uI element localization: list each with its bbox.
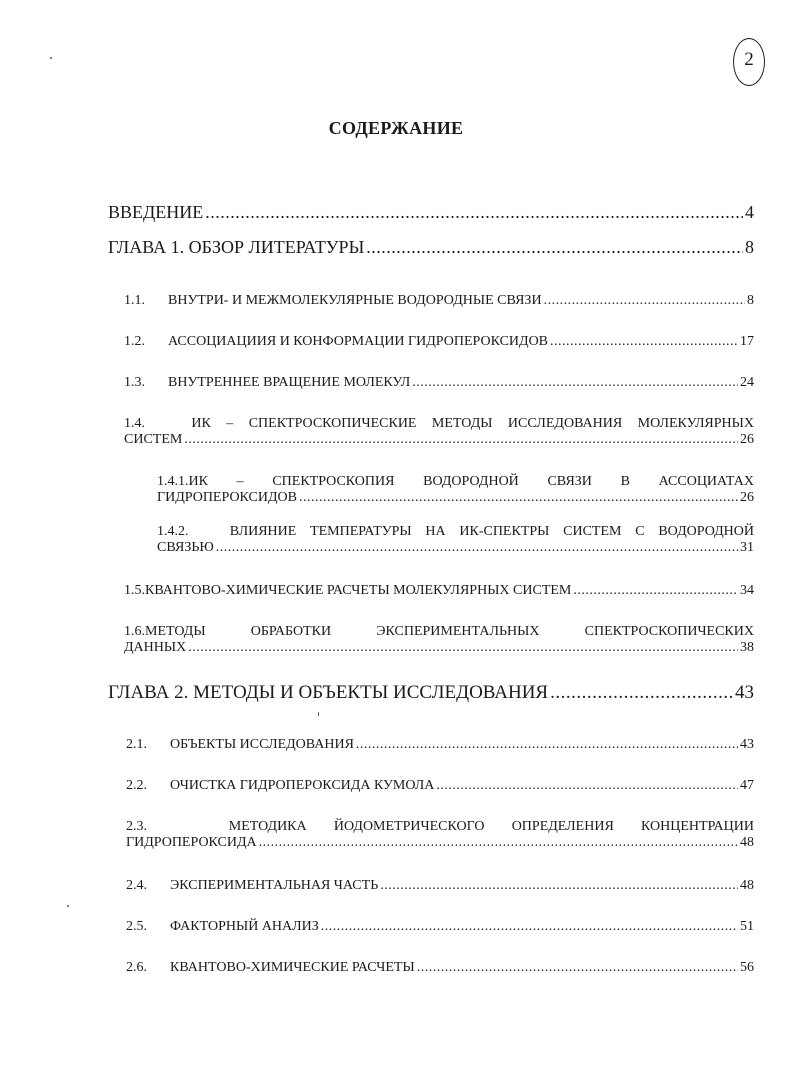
entry-page: 8: [745, 237, 754, 257]
entry-page: 38: [740, 640, 754, 655]
toc-entry-chapter-2[interactable]: [108, 682, 754, 704]
entry-title-continued: СВЯЗЬЮ: [157, 540, 214, 555]
dot-leader: [573, 583, 738, 599]
entry-number: 2.2.: [126, 778, 147, 793]
toc-entry-1-2[interactable]: [124, 334, 754, 350]
entry-title: ГЛАВА 2. МЕТОДЫ И ОБЪЕКТЫ ИССЛЕДОВАНИЯ: [108, 682, 549, 703]
entry-title: 1.6.МЕТОДЫ ОБРАБОТКИ ЭКСПЕРИМЕНТАЛЬНЫХ СПЕКТРОСКОПИЧЕСКИХ: [124, 624, 754, 639]
entry-page: 26: [740, 432, 754, 447]
toc-entry-1-3[interactable]: [124, 375, 754, 391]
entry-title: ОЧИСТКА ГИДРОПЕРОКСИДА КУМОЛА: [170, 778, 435, 793]
toc-entry-1-5[interactable]: [124, 583, 754, 599]
dot-leader: [184, 432, 738, 448]
dot-leader: [417, 960, 738, 976]
toc-entry-1-4-2[interactable]: [157, 524, 754, 556]
entry-number: 1.3.: [124, 375, 145, 390]
entry-number: 2.4.: [126, 878, 147, 893]
entry-title: 1.4.1.ИК – СПЕКТРОСКОПИЯ ВОДОРОДНОЙ СВЯЗИ В АССОЦИАТАХ: [157, 474, 754, 489]
entry-title: ВНУТРИ- И МЕЖМОЛЕКУЛЯРНЫЕ ВОДОРОДНЫЕ СВЯЗИ: [168, 293, 542, 308]
dot-leader: [544, 293, 745, 309]
entry-number: 2.6.: [126, 960, 147, 975]
entry-page: 47: [740, 778, 754, 793]
scan-speck: [50, 57, 52, 59]
toc-entry-1-4[interactable]: [124, 416, 754, 448]
entry-title: ФАКТОРНЫЙ АНАЛИЗ: [170, 919, 319, 934]
dot-leader: [380, 878, 738, 894]
dot-leader: [436, 778, 738, 794]
entry-title: ОБЪЕКТЫ ИССЛЕДОВАНИЯ: [170, 737, 354, 752]
entry-page: 24: [740, 375, 754, 390]
toc-entry-2-2[interactable]: [126, 778, 754, 794]
dot-leader: [299, 490, 738, 506]
entry-title-continued: ГИДРОПЕРОКСИДОВ: [157, 490, 297, 505]
toc-entry-1-6[interactable]: [124, 624, 754, 656]
entry-page: 48: [740, 878, 754, 893]
dot-leader: [356, 737, 738, 753]
scan-speck: [318, 712, 319, 716]
toc-entry-1-1[interactable]: [124, 293, 754, 309]
entry-title-continued: ДАННЫХ: [124, 640, 187, 655]
entry-page: 56: [740, 960, 754, 975]
entry-page: 43: [735, 682, 754, 703]
dot-leader: [412, 375, 738, 391]
toc-entry-intro[interactable]: [108, 202, 754, 223]
page-number: 2: [733, 38, 765, 86]
toc-entry-2-5[interactable]: [126, 919, 754, 935]
dot-leader: [550, 682, 733, 704]
entry-number: 2.5.: [126, 919, 147, 934]
dot-leader: [188, 640, 738, 656]
toc-entry-chapter-1[interactable]: [108, 237, 754, 258]
entry-page: 34: [740, 583, 754, 598]
entry-page: 8: [747, 293, 754, 308]
toc-entry-1-4-1[interactable]: [157, 474, 754, 506]
dot-leader: [216, 540, 738, 556]
entry-title: 2.3. МЕТОДИКА ЙОДОМЕТРИЧЕСКОГО ОПРЕДЕЛЕНИЯ КОНЦЕНТРАЦИИ: [126, 819, 754, 834]
entry-title-continued: ГИДРОПЕРОКСИДА: [126, 835, 257, 850]
entry-page: 48: [740, 835, 754, 850]
dot-leader: [366, 237, 743, 258]
page-title: СОДЕРЖАНИЕ: [328, 118, 464, 138]
entry-page: 31: [740, 540, 754, 555]
entry-page: 26: [740, 490, 754, 505]
scan-speck: [67, 905, 69, 907]
dot-leader: [550, 334, 738, 350]
entry-title: ВВЕДЕНИЕ: [108, 202, 204, 222]
entry-title: ГЛАВА 1. ОБЗОР ЛИТЕРАТУРЫ: [108, 237, 365, 257]
entry-number: 1.2.: [124, 334, 145, 349]
entry-title: КВАНТОВО-ХИМИЧЕСКИЕ РАСЧЕТЫ: [170, 960, 415, 975]
entry-number: 1.1.: [124, 293, 145, 308]
entry-page: 51: [740, 919, 754, 934]
entry-page: 43: [740, 737, 754, 752]
toc-entry-2-3[interactable]: [126, 819, 754, 851]
toc-entry-2-1[interactable]: [126, 737, 754, 753]
entry-title: ВНУТРЕННЕЕ ВРАЩЕНИЕ МОЛЕКУЛ: [168, 375, 411, 390]
entry-title: 1.4. ИК – СПЕКТРОСКОПИЧЕСКИЕ МЕТОДЫ ИССЛЕДОВАНИЯ МОЛЕКУЛЯРНЫХ: [124, 416, 754, 431]
entry-title: 1.5.КВАНТОВО-ХИМИЧЕСКИЕ РАСЧЕТЫ МОЛЕКУЛЯРНЫХ СИСТЕМ: [124, 583, 572, 598]
entry-page: 4: [745, 202, 754, 222]
dot-leader: [321, 919, 738, 935]
dot-leader: [259, 835, 738, 851]
entry-title: ЭКСПЕРИМЕНТАЛЬНАЯ ЧАСТЬ: [170, 878, 379, 893]
entry-page: 17: [740, 334, 754, 349]
entry-number: 2.1.: [126, 737, 147, 752]
entry-title-continued: СИСТЕМ: [124, 432, 183, 447]
entry-title: 1.4.2. ВЛИЯНИЕ ТЕМПЕРАТУРЫ НА ИК-СПЕКТРЫ СИСТЕМ С ВОДОРОДНОЙ: [157, 524, 754, 539]
entry-title: АССОЦИАЦИИЯ И КОНФОРМАЦИИ ГИДРОПЕРОКСИДОВ: [168, 334, 549, 349]
dot-leader: [205, 202, 743, 223]
toc-entry-2-6[interactable]: [126, 960, 754, 976]
toc-entry-2-4[interactable]: [126, 878, 754, 894]
